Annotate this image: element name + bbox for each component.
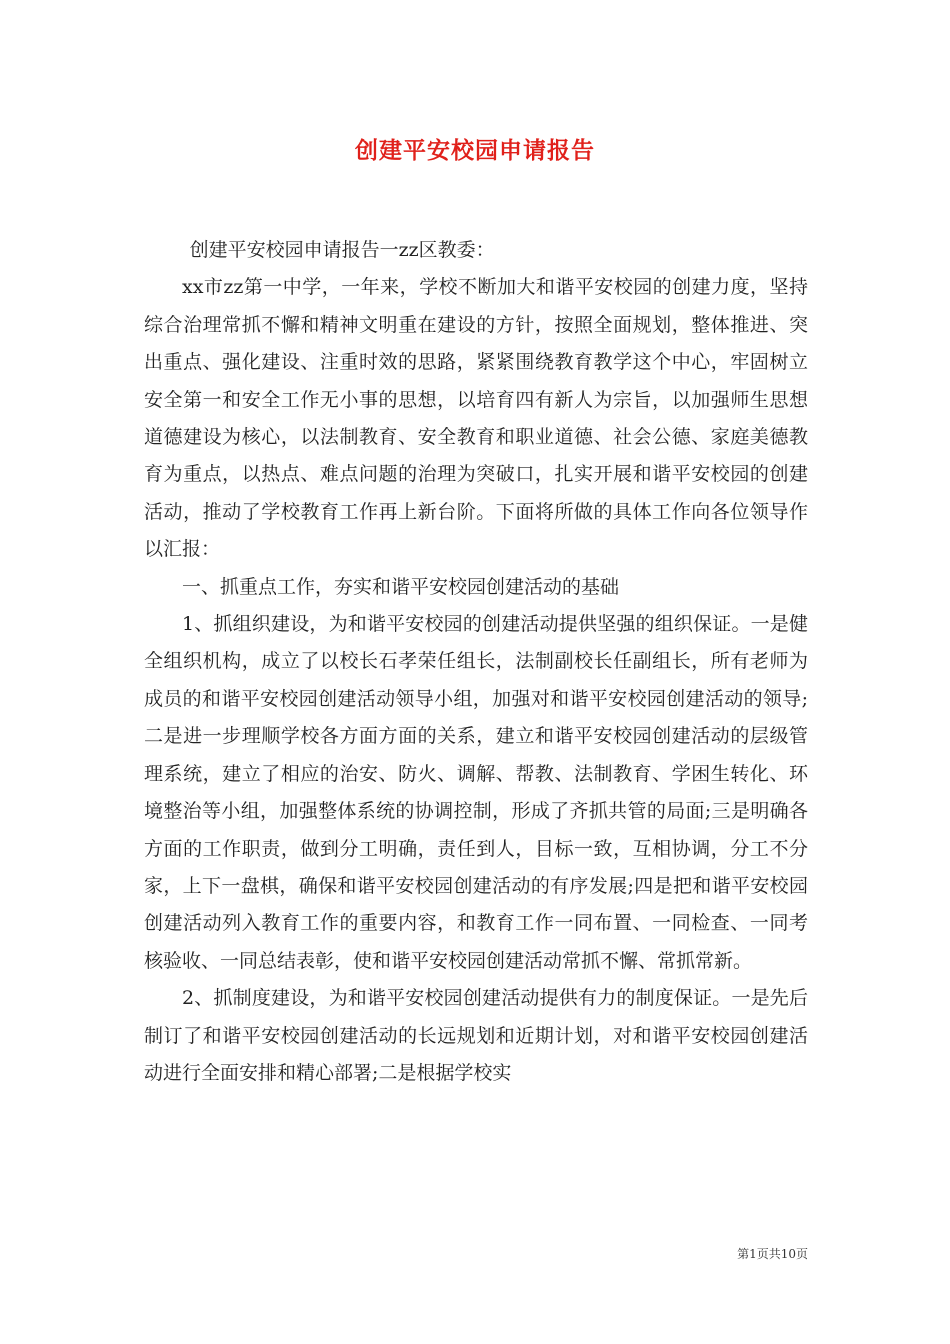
section-heading: 一、抓重点工作，夯实和谐平安校园创建活动的基础 xyxy=(182,575,620,598)
paragraph-intro: xx市zz第一中学，一年来，学校不断加大和谐平安校园的创建力度，坚持综合治理常抓不懈和精神文明重在建设的方针，按照全面规划，整体推进、突出重点、强化建设、注重时效的思路，紧紧围绕教育教学这个中心，牢固树立安全第一和安全工作无小事的思想，以培育四有新人为宗旨，以加强师生思想道德建设为核心，以法制教育、安全教育和职业道德、社会公德、家庭美德教育为重点，以热点、难点问题的治理为突破口，扎实开展和谐平安校园的创建活动，推动了学校教育工作再上新台阶。下面将所做的具体工作向各位领导作以汇报： xyxy=(144,276,808,561)
document-body xyxy=(144,232,808,1092)
paragraph-organization: 1、抓组织建设，为和谐平安校园的创建活动提供坚强的组织保证。一是健全组织机构，成立了以校长石孝荣任组长，法制副校长任副组长，所有老师为成员的和谐平安校园创建活动领导小组，加强对和谐平安校园创建活动的领导;二是进一步理顺学校各方面方面的关系，建立和谐平安校园创建活动的层级管理系统，建立了相应的治安、防火、调解、帮教、法制教育、学困生转化、环境整治等小组，加强整体系统的协调控制，形成了齐抓共管的局面;三是明确各方面的工作职责，做到分工明确，责任到人，目标一致，互相协调，分工不分家，上下一盘棋，确保和谐平安校园创建活动的有序发展;四是把和谐平安校园创建活动列入教育工作的重要内容，和教育工作一同布置、一同检查、一同考核验收、一同总结表彰，使和谐平安校园创建活动常抓不懈、常抓常新。 xyxy=(144,613,808,972)
paragraph-greeting: 创建平安校园申请报告一zz区教委： xyxy=(189,239,495,261)
page-indicator: 第1页共10页 xyxy=(737,1247,808,1261)
paragraph-system: 2、抓制度建设，为和谐平安校园创建活动提供有力的制度保证。一是先后制订了和谐平安校园创建活动的长远规划和近期计划，对和谐平安校园创建活动进行全面安排和精心部署;二是根据学校实 xyxy=(144,987,808,1084)
document-title: 创建平安校园申请报告 xyxy=(355,137,595,164)
